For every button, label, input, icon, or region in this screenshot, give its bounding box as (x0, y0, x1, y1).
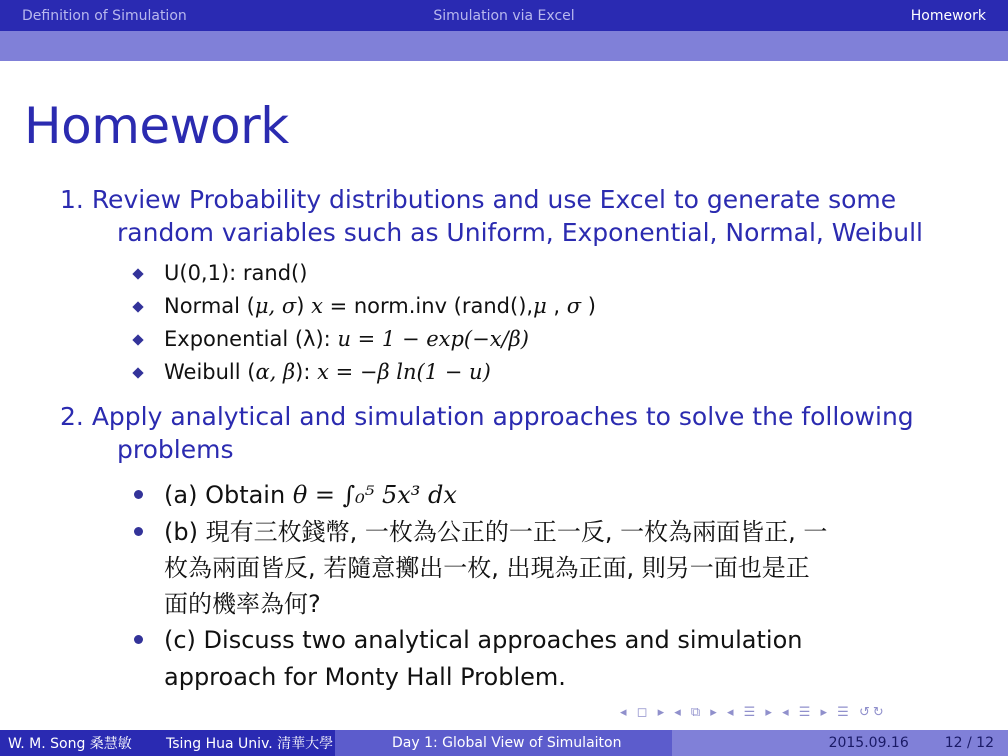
bullet-text: Weibull ( (164, 360, 256, 384)
bullet-text-line1: (c) Discuss two analytical approaches and simulation (164, 626, 803, 654)
bullet-monty-hall (130, 622, 930, 696)
bullet-icon (132, 334, 143, 345)
footer-talk-section (335, 730, 672, 756)
bullet-uniform (130, 257, 930, 290)
bullet-icon (134, 635, 143, 644)
slide-title: Homework (24, 97, 289, 155)
item-1-bullets (130, 257, 930, 389)
math-mu: μ (533, 294, 547, 318)
bullet-text: Normal ( (164, 294, 255, 318)
item-text-line1: Apply analytical and simulation approaches to solve the following (91, 402, 914, 431)
nav-section-definition[interactable]: Definition of Simulation (22, 7, 187, 24)
bullet-weibull (130, 356, 930, 389)
bullet-text: (a) Obtain (164, 481, 293, 509)
bullet-text-line3: 面的機率為何? (164, 590, 321, 618)
footer-date: 2015.09.16 (828, 735, 909, 751)
math-integral: θ = ∫₀⁵ 5x³ dx (292, 481, 457, 509)
bullet-text-line2: approach for Monty Hall Problem. (164, 663, 566, 691)
bullet-text: ) (296, 294, 312, 318)
footer-author: W. M. Song 桑慧敏 (8, 736, 132, 752)
footer-bar (0, 730, 1008, 756)
footer-institution: Tsing Hua Univ. 清華大學 (166, 736, 334, 752)
math-params: μ, σ (254, 294, 297, 318)
bullet-text-line2: 枚為兩面皆反, 若隨意擲出一枚, 出現為正面, 則另一面也是正 (164, 554, 810, 582)
bullet-text-line1: (b) 現有三枚錢幣, 一枚為公正的一正一反, 一枚為兩面皆正, 一 (164, 518, 828, 546)
footer-date-section (672, 730, 1008, 756)
math-formula: x = −β ln(1 − u) (317, 360, 491, 384)
bullet-text: ): (295, 360, 318, 384)
math-params: α, β (255, 360, 296, 384)
header-sub-bar (0, 31, 1008, 61)
footer-author-section (0, 730, 335, 756)
bullet-icon (134, 490, 143, 499)
homework-item-2 (60, 400, 940, 466)
footer-talk-title: Day 1: Global View of Simulaiton (392, 735, 622, 751)
item-text-line2: problems (117, 435, 234, 464)
bullet-icon (132, 268, 143, 279)
item-number: 1. (60, 185, 84, 214)
item-text-line2: random variables such as Uniform, Exponential, Normal, Weibull (117, 218, 923, 247)
math-formula: u = 1 − exp(−x/β) (337, 327, 529, 351)
bullet-icon (132, 367, 143, 378)
homework-item-1 (60, 183, 940, 249)
bullet-icon (134, 527, 143, 536)
bullet-text: , (546, 294, 567, 318)
bullet-icon (132, 301, 143, 312)
math-variable: x (311, 294, 323, 318)
bullet-normal (130, 290, 930, 323)
math-sigma: σ (566, 294, 582, 318)
nav-section-excel[interactable]: Simulation via Excel (433, 7, 575, 24)
bullet-exponential (130, 323, 930, 356)
item-2-bullets (130, 477, 930, 696)
bullet-text: ) (581, 294, 596, 318)
footer-page-number: 12 / 12 (944, 735, 994, 751)
nav-section-homework[interactable]: Homework (910, 7, 986, 24)
item-text-line1: Review Probability distributions and use Excel to generate some (91, 185, 897, 214)
bullet-coins (130, 514, 930, 622)
item-number: 2. (60, 402, 84, 431)
bullet-text: U(0,1): rand() (164, 261, 308, 285)
bullet-text: = norm.inv (rand(), (322, 294, 534, 318)
bullet-integral (130, 477, 930, 514)
bullet-text: Exponential (λ): (164, 327, 338, 351)
beamer-navigation-icons[interactable]: ◂ ◻ ▸ ◂ ⧉ ▸ ◂ ☰ ▸ ◂ ☰ ▸ ☰ ↺↻ (620, 705, 887, 720)
header-nav-bar (0, 0, 1008, 31)
